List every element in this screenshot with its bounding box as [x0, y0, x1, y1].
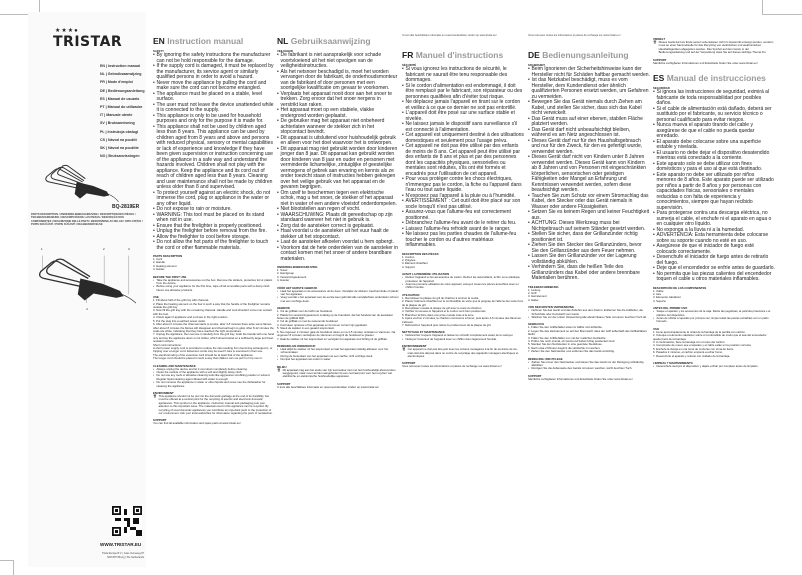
list-item: 4. Soporte	[653, 298, 666, 303]
list-item: 5. Put the plug into a earthed power outlet.	[153, 318, 206, 323]
list-item: 4. Compruebe de nuevo que el aparato y el cable están en la posición correcta.	[653, 343, 752, 348]
language-item: CS | Návod na použití	[100, 137, 137, 142]
section-list	[402, 256, 524, 270]
manual-title	[402, 50, 524, 60]
section-heading: DESCRIPCIÓN DE LOS COMPONENTES	[653, 285, 707, 290]
list-item: • Als het netsnoer beschadigd is, moet het worden vervangen door de fabrikant, de onderhoudsmonteur van de fabrikant of door personen met een soortgelijke kwalificatie om gevaar te voorkomen.	[277, 70, 399, 92]
section-heading: SUPPORT	[153, 418, 167, 423]
section-heading: TEILEBESCHREIBUNG	[528, 284, 559, 289]
list-item: • Este aparato solo se debe utilizar con fines domésticos y para el uso al que está destinado.	[653, 162, 775, 173]
list-item: 1. Vul de grillbak voor de helft met houtskool.	[277, 309, 333, 314]
list-item: 2. Legen Sie das Heizelement so auf den Brennstoff, dass der Griff außerhalb des Grillbehälters bleibt.	[528, 328, 647, 337]
list-item: • Beim Ignorieren der Sicherheitshinweise kann der Hersteller nicht für Schäden haftbar gemacht werden.	[528, 67, 650, 78]
list-item: • Veeg voordat u het apparaat voor de eerste keer gebruikt alle verwijderbare onderdelen schoon met een vochtige doek.	[277, 296, 399, 303]
list-item: 5. Branchez la fiche dans une prise murale mise à la terre.	[402, 312, 475, 317]
crop-mark	[0, 560, 14, 575]
section-list	[402, 67, 524, 249]
column-content	[402, 0, 524, 369]
list-item: 3. Elemento calefactor	[653, 295, 681, 300]
section-heading: VÓÓR HET EERSTE GEBRUIK	[277, 285, 318, 290]
list-item: • Deje que el encendedor se enfríe antes de guardarlo.	[653, 266, 775, 272]
list-item: 2. Griff	[528, 290, 537, 295]
list-item: 1. Leitung	[528, 287, 541, 292]
list-item: 3. Vul de grillbak nu met de resterende houtskool.	[277, 319, 339, 324]
list-item: • Avant la première utilisation de votre appareil, essuyez toutes les pièces amovibles avec un chiffon humide.	[402, 283, 524, 290]
section-heading: BEFORE THE FIRST USE	[153, 274, 187, 279]
section-list	[153, 368, 275, 388]
section-heading: SEGURIDAD	[653, 86, 670, 91]
section-list	[153, 299, 275, 360]
section-list	[528, 67, 650, 282]
list-item: 2. Plaats het verwarmingselement zodanig op de brandstof, dat het handvat van de aansteker buiten de grillbak blijft.	[277, 312, 393, 321]
brand-logo: TRISTAR	[53, 34, 123, 50]
list-item: • The appliance must be placed on a stable, level surface.	[153, 92, 275, 103]
list-item: 2. Placez l'élément chauffant sur le combustible de sorte que la poignée de l'allume-feu reste hors de la plaque de gril.	[402, 299, 524, 307]
list-item: • Tauchen Sie zum Schutz vor einem Stromschlag das Kabel, den Stecker oder das Gerät niemals in Wasser oder andere Flüssigkeiten.	[528, 194, 650, 211]
support-paragraph: U kunt alle beschikbare informatie en reserveonderdelen vinden op www.tristar.eu!	[277, 384, 379, 389]
list-item: • Dit apparaat is uitsluitend voor huishoudelijk gebruik en alleen voor het doel waarvoor het is ontworpen.	[277, 136, 399, 147]
list-item: 1. Fill about half of the grill tray with charcoal.	[153, 298, 209, 303]
list-item: • By ignoring the safety instructions the manufacturer can not be hold responsible for the damage.	[153, 53, 275, 64]
list-item: • No exponga a la lluvia ni a la humedad.	[653, 228, 775, 234]
column-content	[653, 0, 775, 368]
environment-notice	[653, 41, 775, 55]
list-item: • Before using your appliance for the first time, wipe off all removable parts with a damp cloth. Never use abrasive products.	[153, 285, 275, 292]
section-heading: AVANT LA PREMIÈRE UTILISATION	[402, 272, 450, 277]
column-content	[277, 0, 399, 389]
support-text	[653, 62, 775, 65]
section-list	[277, 290, 399, 304]
list-item: • Si vous ignorez les instructions de sécurité, le fabricant ne saurait être tenu responsable des dommages.	[402, 67, 524, 84]
list-item: 2. Coloque el elemento calefactor sobre el combustible de modo que el asa del encendedor quede fuera de la bandeja.	[653, 333, 767, 341]
section-list	[402, 334, 524, 341]
list-item: 2. Asa	[653, 291, 661, 296]
list-item: • Reinig de buitenkant van het apparaat met een zachte, licht vochtige doek.	[277, 355, 399, 358]
list-item: • Este aparato no debe ser utilizado por niños menores de 8 años. Este aparato puede ser utilizado por niños a partir de 8 años y por personas con capacidades físicas, sensoriales o mentales reducidas o con falta de experiencia y conocimientos, siempre que hayan recibido supervisión.	[653, 173, 775, 212]
environment-notice	[277, 369, 399, 379]
support-paragraph: Sämtliche verfügbaren Informationen und Ersatzteile finden Sie unter www.tristar.eu!	[653, 60, 758, 65]
list-item: 3. Élément chauffant	[402, 261, 428, 266]
list-item: • Setzen Sie es keinem Regen und keiner Feuchtigkeit aus.	[528, 210, 650, 221]
support-text	[402, 365, 524, 368]
list-item: 6. After about 2 minutes the charcoal starts to smoke, after 4-5 minutes there arise some flames. After about 8 minutes the flames will disappear and charcoal begin to glow. After 8-12 minutes the coals are white, indicating that they have reached the right temperature.	[153, 322, 274, 333]
list-item: • This appliance shall not be used by children aged less than 8 years. This appliance can be used by children aged from 8 years and above and persons with reduced physical, sensory or mental capabilities or lack of experience and knowledge if they have been given supervision or instruction concerning use of the appliance in a safe way and understand the hazards involved. Children shall not play with the appliance. Keep the appliance and its cord out of reach of children aged less than 8 years. Cleaning and user maintenance shall not be made by children unless older than 8 and supervised.	[153, 125, 275, 191]
list-item: • Always unplug the device and let it cool down completely before cleaning.	[153, 368, 275, 371]
list-item: 6. Na ongeveer 2 minuten gaat de houtskool roken en na 4-5 minuten ontstaan er vlammen. Na ongeveer 8 minuten verdwijnen de vlammen en begint de houtskool te gloeien.	[277, 329, 396, 338]
list-item: Short cord instructions:	[153, 342, 182, 347]
section-heading: PARTS DESCRIPTION	[153, 254, 183, 258]
list-item: • No permita que las piezas calientes del encendedor toquen el cable u otros materiales inflamables.	[653, 272, 775, 283]
manual-title	[528, 50, 650, 60]
section-list	[402, 297, 524, 328]
language-item: SK | Návod na použitie	[100, 146, 139, 151]
support-text	[153, 422, 275, 425]
list-item: • Zorg dat de aansteker correct is geplaatst.	[277, 224, 399, 230]
list-item: • Dieses Gerät darf nur für den Haushaltsgebrauch und nur für den Zweck, für den es gefertigt wurde, verwendet werden.	[528, 139, 650, 156]
manual-column-nl	[277, 0, 399, 575]
environment-text: Dieses Gerät darf am Ende seiner Lebensdauer nicht im Hausmüll entsorgt werden, sondern muss an einer Sammelstelle für das Recycling von elektrischen und elektronischen Haushaltsgeräten abgegeben werden. Das Symbol auf dem Gerät, in der Bedienungsanleitung und auf der Verpackung weist Sie auf dieses wichtige Thema hin.	[658, 40, 774, 55]
list-item: • Stellen Sie sicher, dass der Grillanzünder richtig positioniert ist.	[528, 232, 650, 243]
manual-title	[277, 36, 399, 46]
section-heading: ENVIRONNEMENT	[402, 344, 427, 349]
support-paragraph: Vous retrouvez toutes les informations et pièces de rechange sur www.tristar.eu !	[402, 364, 503, 369]
section-heading: SÉCURITÉ	[402, 63, 417, 67]
support-text	[277, 386, 399, 389]
list-item: • Haal altijd de stekker uit het stopcontact en laat het apparaat volledig afkoelen voor het schoonmaken.	[277, 348, 399, 355]
list-item: A short power supply cord is provided to reduce the risk resulting from becoming entangled in, or tripping over a longer cord. Extension cords may be used if care is exercised in their use.	[153, 345, 273, 354]
section-heading: GEBRAUCH	[528, 322, 545, 327]
column-content	[153, 0, 275, 426]
section-heading: USO	[653, 326, 660, 331]
list-item: • AVERTISSEMENT : Cet outil doit être placé sur son socle lorsqu'il n'est pas utilisé.	[402, 199, 524, 210]
language-code: DE	[528, 50, 540, 60]
section-list	[653, 310, 775, 324]
list-item: 1. Cord	[153, 257, 163, 261]
section-heading: SICHERHEIT	[528, 63, 545, 67]
list-item: • Ensure that the firelighter is properly positioned.	[153, 224, 275, 230]
list-item: • Verhindern Sie, dass die heißen Teile des Grillanzünders das Kabel oder andere brennbare Materialien berühren.	[528, 265, 650, 282]
section-heading: MILIEU	[277, 364, 287, 369]
language-code: NL	[277, 36, 289, 46]
list-item: • ACHTUNG: Dieses Werkzeug muss bei Nichtgebrauch auf seinem Ständer gesetzt werden.	[528, 221, 650, 232]
list-item: 7. Haal de stekker uit het stopcontact en verwijder het apparaat voorzichtig uit de grillbak.	[277, 336, 388, 341]
section-heading: USE	[153, 295, 159, 300]
list-item: The longer cord should be placed in such a way that children can not pull it or trip over it.	[153, 356, 263, 361]
recycle-bin-icon: 🗑	[153, 394, 157, 398]
list-item: 1. Llene aproximadamente la mitad de la bandeja de la parrilla con carbón.	[653, 329, 746, 334]
section-list	[153, 53, 275, 251]
section-heading: VEILIGHEID	[277, 49, 293, 53]
section-list	[653, 331, 775, 358]
list-item: • To protect yourself against an electric shock, do not immerse the cord, plug or appliance in the water or any other liquid.	[153, 191, 275, 208]
list-item: • Si ignora las instrucciones de seguridad, eximirá al fabricante de toda responsabilidad por posibles daños.	[653, 90, 775, 107]
list-item: • Dompel het apparaat niet onder in water.	[277, 358, 399, 361]
support-note: U kunt alle beschikbare informatie en reserveonderdelen vinden op www.tristar.eu!	[402, 34, 497, 37]
manual-column-es	[653, 0, 775, 575]
list-item: • This appliance is only to be used for household purposes and only for the purpose it is made for.	[153, 114, 275, 125]
list-item: • Om uzelf te beschermen tegen een elektrische schok, mag u het snoer, de stekker of het apparaat niet in water of een andere vloeistof onderdompelen.	[277, 191, 399, 208]
logo-stars: ★★★●	[55, 28, 79, 34]
list-item: • Niet blootstellen aan regen of vocht.	[277, 207, 399, 213]
list-item: • Débranchez toujours l'appareil et laissez-le refroidir complètement avant de le nettoyer.	[402, 334, 524, 337]
manual-title-text: Manual de instrucciones	[666, 73, 766, 84]
section-heading: GEBRUIK	[277, 306, 290, 311]
section-list	[277, 310, 399, 341]
section-heading: ANTES DEL PRIMER USO	[653, 306, 688, 311]
list-item: 3. Verwarmingselement	[277, 274, 307, 279]
list-item: • Nunca mueva el aparato tirando del cable y asegúrese de que el cable no pueda quedar enredado.	[653, 123, 775, 140]
list-item: • Haal het apparaat en de accessoires uit de doos. Verwijder de stickers, beschermfolie of plastic van het apparaat.	[277, 290, 399, 297]
manual-column-de	[528, 0, 650, 575]
language-item: DE | Bedienungsanleitung	[100, 88, 145, 93]
list-item: • Laat de aansteker afkoelen voordat u hem opbergt.	[277, 240, 399, 246]
list-item: 7. Desenchufe el aparato y retírelo con cuidado de la bandeja.	[653, 353, 731, 358]
section-list	[277, 348, 399, 362]
manual-title	[153, 36, 275, 46]
list-item: 6. Après environ 2 minutes, le charbon commence à fumer, puis après 4-5 minutes des flammes s'élèvent.	[402, 316, 521, 324]
list-item: • Si el cable de alimentación está dañado, deberá ser sustituido por el fabricante, su servicio técnico o personal cualificado para evitar riesgos.	[653, 107, 775, 124]
section-heading: UMWELT	[653, 37, 666, 41]
section-list	[653, 90, 775, 283]
address-line: Tristar Europe B.V. | Jules Verneweg 87	[101, 552, 144, 555]
company-address	[92, 552, 144, 560]
section-list	[528, 309, 650, 319]
section-list	[653, 290, 775, 304]
list-item: • Desenchufe siempre el dispositivo y déjelo enfriar por completo antes de limpiarlo.	[653, 365, 775, 368]
section-heading: REINIGING EN ONDERHOUD	[277, 343, 316, 348]
list-item: • Wischen Sie vor der ersten Verwendung alle abnehmbaren Teile mit einem feuchten Tuch ab.	[528, 316, 650, 319]
list-item: • Desenchufe el iniciador de fuego antes de retirarlo del fuego.	[653, 255, 775, 266]
list-item: • Do not immerse the appliance in water or other liquids and never use the dishwasher for cleaning the appliance.	[153, 381, 275, 388]
list-item: • Si le cordon d'alimentation est endommagé, il doit être remplacé par le fabricant, son réparateur ou des personnes qualifiées afin d'éviter tout risque.	[402, 84, 524, 101]
list-item: • Débranchez l'allume-feu avant de le retirer du feu.	[402, 221, 524, 227]
language-item: SV | Bruksanvisning	[100, 121, 135, 126]
list-item: 1. Füllen Sie den Grillbehälter etwa zur Hälfte mit Holzkohle.	[528, 325, 603, 330]
list-item: • Never move the appliance by pulling the cord and make sure the cord can not become entangled.	[153, 81, 275, 92]
list-item: 4. Houder	[277, 278, 290, 283]
list-item: • Antes de utilizar el aparato por primera vez, limpie todas las piezas extraíbles con un paño húmedo.	[653, 317, 775, 324]
list-item: • Cet appareil ne doit pas être utilisé par des enfants de moins de 8 ans. Cet appareil peut être utilisé par des enfants de 8 ans et plus et par des personnes dont les capacités physiques, sensorielles ou mentales sont réduites, s'ils ont été formés et encadrés pour l'utilisation de cet appareil.	[402, 144, 524, 177]
section-list	[277, 269, 399, 283]
list-item: • Bewegen Sie das Gerät niemals durch Ziehen am Kabel, und stellen Sie sicher, dass sich das Kabel nicht verwickelt.	[528, 100, 650, 117]
list-item: 4. Check again if appliance and cord are in the right position.	[153, 315, 229, 320]
section-heading: REINIGUNG UND PFLEGE	[528, 356, 563, 361]
list-item: • De fabrikant is niet aansprakelijk voor schade voortvloeiend uit het niet opvolgen van de veiligheidsinstructies.	[277, 53, 399, 70]
section-list	[153, 279, 275, 293]
list-item: 5. Steek de stekker in een geaard stopcontact.	[277, 326, 335, 331]
list-item: • Reinigen Sie die Außenseite des Geräts mit einem weichen, leicht feuchten Tuch.	[528, 367, 650, 370]
parts-caption: PARTS DESCRIPTION / ONDERDELENBESCHRIJVING / DESCRIPTION DES PIÈCES / TEILEBESCHREIBUNG / DESCRIPCIÓN DE LAS PIEZAS / DESCRIÇÃO DOS COMPONENTES / DESCRIZIONE DELLE PARTI / BESKRIVNING AV DELAR / OPIS CZĘŚCI / POPIS SOUČÁSTÍ / POPIS SÚČASTÍ / DELEBESKRIVELSE	[31, 213, 143, 227]
section-list	[528, 326, 650, 353]
recycle-bin-icon: 🗑	[653, 40, 657, 44]
support-paragraph: You can find all available information and spare parts at www.tristar.eu!	[153, 421, 241, 426]
list-item: 3. Heating element	[153, 263, 177, 268]
list-item: 4. Support	[402, 264, 415, 269]
list-item: • Para protegerse contra una descarga eléctrica, no sumerja el cable, el enchufe ni el aparato en agua o en cualquier otro líquido.	[653, 211, 775, 228]
list-item: • Verplaats het apparaat nooit door aan het snoer te trekken. Zorg ervoor dat het snoer nergens in verstrikt kan raken.	[277, 92, 399, 109]
section-heading: SAFETY	[153, 49, 165, 53]
environment-notice	[402, 348, 524, 358]
list-item: 7. Débranchez l'appareil puis retirez-le prudemment de la plaque de gril.	[402, 323, 492, 327]
section-heading: DESCRIPTION DES PIÈCES	[402, 251, 439, 256]
list-item: 4. Halter	[528, 297, 539, 302]
list-item: • Haal voordat u de aansteker uit het vuur haalt de stekker uit het stopcontact.	[277, 229, 399, 240]
support-paragraph: Sämtliche verfügbaren Informationen und Ersatzteile finden Sie unter www.tristar.eu!	[528, 376, 633, 381]
list-item: • El usuario no debe dejar el dispositivo desatendido mientras está conectado a la corriente.	[653, 151, 775, 162]
list-item: • Nettoyez l'extérieur de l'appareil avec un chiffon doux légèrement humide.	[402, 338, 524, 341]
column-content	[528, 0, 650, 381]
list-item: • Take the appliance and accessories out the box. Remove the stickers, protective foil or plastic from the device.	[153, 279, 275, 286]
section-heading: NETTOYAGE ET MAINTENANCE	[402, 330, 445, 335]
manual-title	[653, 73, 775, 83]
section-heading: ENVIRONMENT	[153, 391, 174, 395]
list-item: 4. Vérifiez à nouveau si l'appareil et le cordon sont bien positionnés.	[402, 309, 487, 314]
qr-code[interactable]	[112, 506, 142, 536]
list-item: • Ne déplacez jamais l'appareil en tirant sur le cordon et veillez à ce que ce dernier ne soit pas entortillé.	[402, 100, 524, 111]
list-item: 5. Enchufe la clavija en una toma de corriente con toma de tierra.	[653, 346, 734, 351]
list-item: 3. Remplissez ensuite la plaque de gril avec le reste du charbon.	[402, 305, 483, 310]
list-item: • Clean the outside of the appliance with a soft and slightly damp cloth.	[153, 371, 275, 374]
callout-1: 1	[41, 247, 43, 251]
manual-title-text: Instruction manual	[167, 36, 244, 46]
callout-2: 2	[103, 247, 105, 251]
section-heading: CLEANING AND MAINTENANCE	[153, 363, 196, 368]
manual-title-text: Bedienungsanleitung	[542, 50, 629, 60]
environment-notice	[153, 395, 275, 415]
list-item: • Het apparaat moet op een stabiele, vlakke ondergrond worden geplaatst.	[277, 108, 399, 119]
list-item: • Ne laissez pas les parties chaudes de l'allume-feu toucher le cordon ou d'autres matériaux inflammables.	[402, 232, 524, 249]
list-item: • Allow the firelighter to cool before storage.	[153, 235, 275, 241]
recycle-bin-icon: 🗑	[402, 347, 406, 352]
list-item: • ADVERTENCIA: Esta herramienta debe colocarse sobre su soporte cuando no esté en uso.	[653, 233, 775, 244]
list-item: • Lassen Sie den Grillanzünder vor der Lagerung vollständig abkühlen.	[528, 254, 650, 265]
list-item: 6. Nach etwa 2 Minuten beginnt die Holzkohle zu rauchen.	[528, 345, 601, 350]
list-item: • If the supply cord is damaged, it must be replaced by the manufacturer, its service agent or similarly qualified persons in order to avoid a hazard.	[153, 64, 275, 81]
list-item: • Das Gerät darf nicht unbeaufsichtigt bleiben, während es am Netz angeschlossen ist.	[528, 128, 650, 139]
list-item: • Das Gerät muss auf einer ebenen, stabilen Fläche platziert werden.	[528, 117, 650, 128]
list-item: 2. Handle	[153, 260, 165, 265]
list-item: 6. Pasados 2 minutos, el carbón empieza a echar humo.	[653, 350, 723, 355]
language-item: ES | Manual de usuario	[100, 96, 140, 101]
list-item: • L'appareil doit être posé sur une surface stable et nivelée.	[402, 111, 524, 122]
list-item: • Do not expose to rain or moisture.	[153, 207, 275, 213]
language-code: ES	[653, 73, 665, 84]
callout-3: 3	[128, 247, 130, 251]
section-list	[277, 53, 399, 262]
list-item: 5. Stecken Sie den Netzstecker in eine geerdete Steckdose.	[528, 342, 603, 347]
environment-text: Cet appareil ne doit pas être jeté avec les ordures ménagères à la fin de sa durée de vie, mais doit être déposé dans un centre de recyclage des appareils ménagers électriques et électroniques.	[407, 347, 519, 359]
manual-column-fr	[402, 0, 524, 575]
list-item: • WAARSCHUWING: Plaats dit gereedschap op zijn standaard wanneer het niet in gebruik is.	[277, 213, 399, 224]
list-item: 4. Prüfen Sie noch einmal, ob Gerät und Kabel richtig positioniert sind.	[528, 338, 616, 343]
list-item: 7. Ziehen Sie den Netzstecker und entfernen Sie das Gerät vorsichtig.	[528, 349, 615, 354]
list-item: • Laissez l'allume-feu refroidir avant de le ranger.	[402, 227, 524, 233]
manual-title-text: Manuel d'instructions	[415, 50, 504, 60]
list-item: 1. Cable	[653, 288, 664, 293]
list-item: • Cet appareil est uniquement destiné à des utilisations domestiques et seulement pour l'usage prévu.	[402, 133, 524, 144]
website-link[interactable]: WWW.TRISTAR.EU	[100, 542, 142, 547]
list-item: • Ziehen Sie immer den Netzstecker und lassen Sie das Gerät vor der Reinigung vollständig abkühlen.	[528, 361, 650, 368]
list-item: 3. A continuación, llene la bandeja con el resto del carbón.	[653, 340, 726, 344]
parts-diagram	[32, 252, 142, 305]
list-item: • Ne laissez jamais le dispositif sans surveillance s'il est connecté à l'alimentation.	[402, 122, 524, 133]
language-item: IT | Manuale utente	[100, 113, 133, 118]
language-list	[100, 62, 146, 160]
list-item: 2. Place the heating element on the fuel in such a way that the handle of the firelighter remains outside the grill tray.	[153, 301, 271, 310]
language-item: EN | Instruction manual	[100, 64, 141, 68]
list-item: • Do not allow the hot parts of the firelighter to touch the cord or other flammable materials.	[153, 240, 275, 251]
environment-text: Dit apparaat mag aan het einde van zijn levensduur niet met het huishoudelijk afval worden weggegooid, maar moet worden aangeboden bij een centraal punt voor het recyclen van elektrische en elektronische huishoudelijke apparaten.	[282, 367, 396, 379]
list-item: 7. Unplug the appliance, then remove it carefully from the grill tray. Grab the handle with one hand only and lay the appliance down on its holder, which should stand on a sufficiently large and heat-resistant surface.	[153, 332, 275, 344]
section-heading: VOR DER ERSTEN VERWENDUNG	[528, 305, 575, 310]
list-item: 1. Snoer	[277, 268, 288, 272]
section-heading: ONDERDELENBESCHRIJVING	[277, 265, 318, 269]
list-item: 2. Poignée	[402, 257, 416, 262]
list-item: • Saque el aparato y los accesorios de la caja. Retire las pegatinas, la película protectora o el plástico del dispositivo.	[653, 310, 775, 317]
list-item: • Dieses Gerät darf nicht von Kindern unter 8 Jahren verwendet werden. Dieses Gerät kann von Kindern ab 8 Jahren und von Personen mit eingeschränkten körperlichen, sensorischen oder geistigen Fähigkeiten oder Mangel an Erfahrung und Kenntnissen verwendet werden, sofern diese beaufsichtigt werden.	[528, 155, 650, 194]
list-item: 3. Now fill the grill tray with the remaining charcoal. Handle and cord shouldn't come into contact with the fuel.	[153, 308, 272, 316]
support-note: Vous retrouvez toutes les informations et pièces de rechange sur www.tristar.eu !	[528, 34, 621, 37]
language-item: NL | Gebruiksaanwijzing	[100, 72, 142, 77]
list-item: • Voorkom dat de hete onderdelen van de aansteker in contact komen met het snoer of andere brandbare materialen.	[277, 246, 399, 263]
section-heading: LIMPIEZA Y MANTENIMIENTO	[653, 361, 693, 366]
list-item: 1. Remplissez la plaque du gril de charbon à environ la moitié.	[402, 295, 480, 300]
list-item: • Ist das Netzkabel beschädigt, muss es vom Hersteller, dem Kundendienst oder ähnlich qualifizierten Personen ersetzt werden, um Gefahren zu vermeiden.	[528, 78, 650, 100]
environment-text: This appliance should not be put into the domestic garbage at the end of its durability, but must be offered at a central point for the recycling of electric and electronic domestic appliances. This symbol on the appliance, instruction manual and packaging puts your attention to this important issue. The materials used in this appliance can be recycled. By recycling of used domestic appliances you contribute an important push to the protection of our environment. Ask your local authorities for information regarding the point of recollection.	[158, 394, 273, 416]
list-item: • Assurez-vous que l'allume-feu est correctement positionné.	[402, 210, 524, 221]
section-list	[528, 289, 650, 303]
list-item: 2. Handgreep	[277, 271, 294, 276]
list-item: • Retirez l'appareil et les accessoires du carton. Retirez les autocollants, le film ou le plastique protecteur de l'appareil.	[402, 276, 524, 283]
list-item: • Pour vous protéger contre les chocs électriques, n'immergez pas le cordon, la fiche ou l'appareil dans l'eau ou tout autre liquide.	[402, 177, 524, 194]
list-item: • Unplug the firelighter before removal from the fire.	[153, 229, 275, 235]
section-list	[153, 258, 275, 272]
section-heading: SUPPORT	[277, 381, 291, 386]
list-item: • The user must not leave the device unattended while it is connected to the supply.	[153, 103, 275, 114]
manual-column-en	[153, 0, 275, 575]
section-heading: UTILISATION	[402, 292, 420, 297]
list-item: • Ziehen Sie den Stecker des Grillanzünders, bevor Sie den Grillanzünder aus dem Feuer nehmen.	[528, 243, 650, 254]
list-item: • N'exposez pas l'appareil à la pluie ou à l'humidité.	[402, 194, 524, 200]
list-item: • Asegúrese de que el iniciador de fuego esté colocado correctamente.	[653, 244, 775, 255]
section-list	[402, 276, 524, 290]
callout-4: 4	[86, 307, 88, 311]
section-list	[653, 365, 775, 368]
list-item: 3. Füllen Sie den Grillbehälter nun mit der restlichen Holzkohle.	[528, 335, 607, 340]
language-item: FR | Mode d'emploi	[100, 80, 133, 85]
manual-title-text: Gebruiksaanwijzing	[290, 36, 371, 46]
list-item: 4. Controleer opnieuw of het apparaat en het snoer correct zijn geplaatst.	[277, 322, 368, 327]
list-item: • Nehmen Sie das Gerät und das Zubehör aus dem Karton. Entfernen Sie die Aufkleber, die Schutzfolie oder Kunststoff vom Gerät.	[528, 309, 650, 316]
language-item: NO | Bruksanvisningen	[100, 154, 140, 159]
section-heading: SUPPORT	[653, 57, 667, 62]
address-line: 5015 BH Tilburg | The Netherlands	[107, 556, 144, 559]
list-item: 1. Cordon	[402, 254, 415, 259]
language-item: PT | Manual do utilizador	[100, 105, 143, 110]
list-item: • Dit apparaat mag niet gebruikt worden door kinderen jonger dan 8 jaar. Dit apparaat kan gebruikt worden door kinderen van 8 jaar en ouder en personen met verminderde lichamelijke, zintuiglijke of geestelijke vermogens of gebrek aan ervaring en kennis als ze onder toezicht staan of instructies hebben gekregen over het veilige gebruik van het apparaat en de gevaren begrijpen.	[277, 147, 399, 191]
language-code: FR	[402, 50, 414, 60]
section-heading: SUPPORT	[402, 361, 416, 366]
list-item: 4. Holder	[153, 267, 165, 272]
recycle-bin-icon: 🗑	[277, 367, 281, 372]
product-image	[32, 162, 128, 202]
language-code: EN	[153, 36, 165, 46]
list-item: • El aparato debe colocarse sobre una superficie estable y nivelada.	[653, 140, 775, 151]
section-heading: SUPPORT	[528, 373, 542, 378]
list-item: 3. Heizelement	[528, 294, 547, 299]
section-list	[528, 361, 650, 371]
list-item: • De gebruiker mag het apparaat niet onbeheerd achterlaten wanneer de stekker zich in het stopcontact bevindt.	[277, 119, 399, 136]
language-item: PL | Instrukcja obsługi	[100, 129, 139, 134]
list-item: • Do not use any tools or abrasive cleaning tools like aggressive scrubbing powder or solvent. Regular liquid cleaning agent diluted with water is enough.	[153, 374, 275, 381]
list-item: • WARNING: This tool must be placed on its stand when not in use.	[153, 213, 275, 224]
support-text	[528, 378, 650, 381]
cover-page	[28, 12, 146, 567]
list-item: The electrical rating of the extension cord should be at least that of the appliance.	[153, 352, 254, 357]
model-number: BQ-2819ER	[112, 204, 140, 210]
